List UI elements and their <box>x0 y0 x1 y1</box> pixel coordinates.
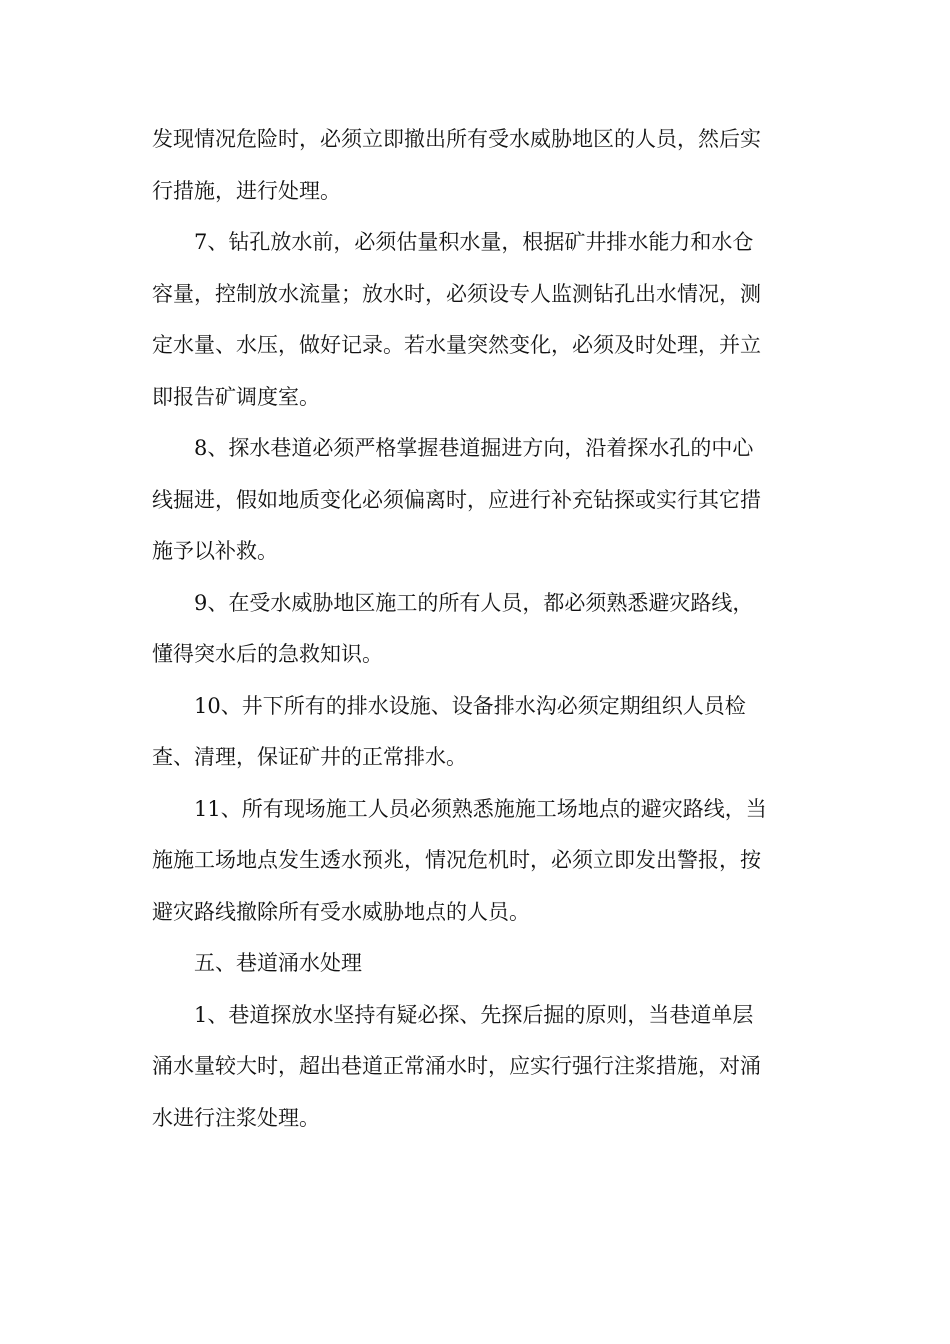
paragraph-line: 行措施，进行处理。 <box>152 178 341 203</box>
document-body <box>152 114 800 1144</box>
paragraph-line: 发现情况危险时，必须立即撤出所有受水威胁地区的人员，然后实 <box>152 127 761 151</box>
paragraph-line: 施予以补救。 <box>152 539 278 563</box>
paragraph-line: 1、巷道探放水坚持有疑必探、先探后掘的原则，当巷道单层 <box>194 1002 754 1027</box>
paragraph-line: 定水量、水压，做好记录。若水量突然变化，必须及时处理，并立 <box>152 333 761 357</box>
paragraph-line: 查、清理，保证矿井的正常排水。 <box>152 745 467 769</box>
paragraph-line: 11、所有现场施工人员必须熟悉施施工场地点的避灾路线，当 <box>194 796 767 821</box>
paragraph-line: 避灾路线撤除所有受水威胁地点的人员。 <box>152 899 530 924</box>
paragraph-line: 8、探水巷道必须严格掌握巷道掘进方向，沿着探水孔的中心 <box>194 436 754 460</box>
paragraph-line: 水进行注浆处理。 <box>152 1105 320 1130</box>
section-heading: 五、巷道涌水处理 <box>194 951 362 975</box>
paragraph-line: 10、井下所有的排水设施、设备排水沟必须定期组织人员检 <box>194 693 746 718</box>
paragraph-line: 施施工场地点发生透水预兆，情况危机时，必须立即发出警报，按 <box>152 848 761 872</box>
paragraph-line: 线掘进，假如地质变化必须偏离时，应进行补充钻探或实行其它措 <box>152 487 761 512</box>
paragraph-line: 涌水量较大时，超出巷道正常涌水时，应实行强行注浆措施，对涌 <box>152 1054 761 1078</box>
paragraph-line: 容量，控制放水流量；放水时，必须设专人监测钻孔出水情况，测 <box>152 281 761 306</box>
paragraph-line: 7、钻孔放水前，必须估量积水量，根据矿井排水能力和水仓 <box>194 230 754 254</box>
paragraph-line: 9、在受水威胁地区施工的所有人员，都必须熟悉避灾路线， <box>194 590 754 615</box>
paragraph-line: 懂得突水后的急救知识。 <box>152 642 383 666</box>
paragraph-line: 即报告矿调度室。 <box>152 384 320 409</box>
